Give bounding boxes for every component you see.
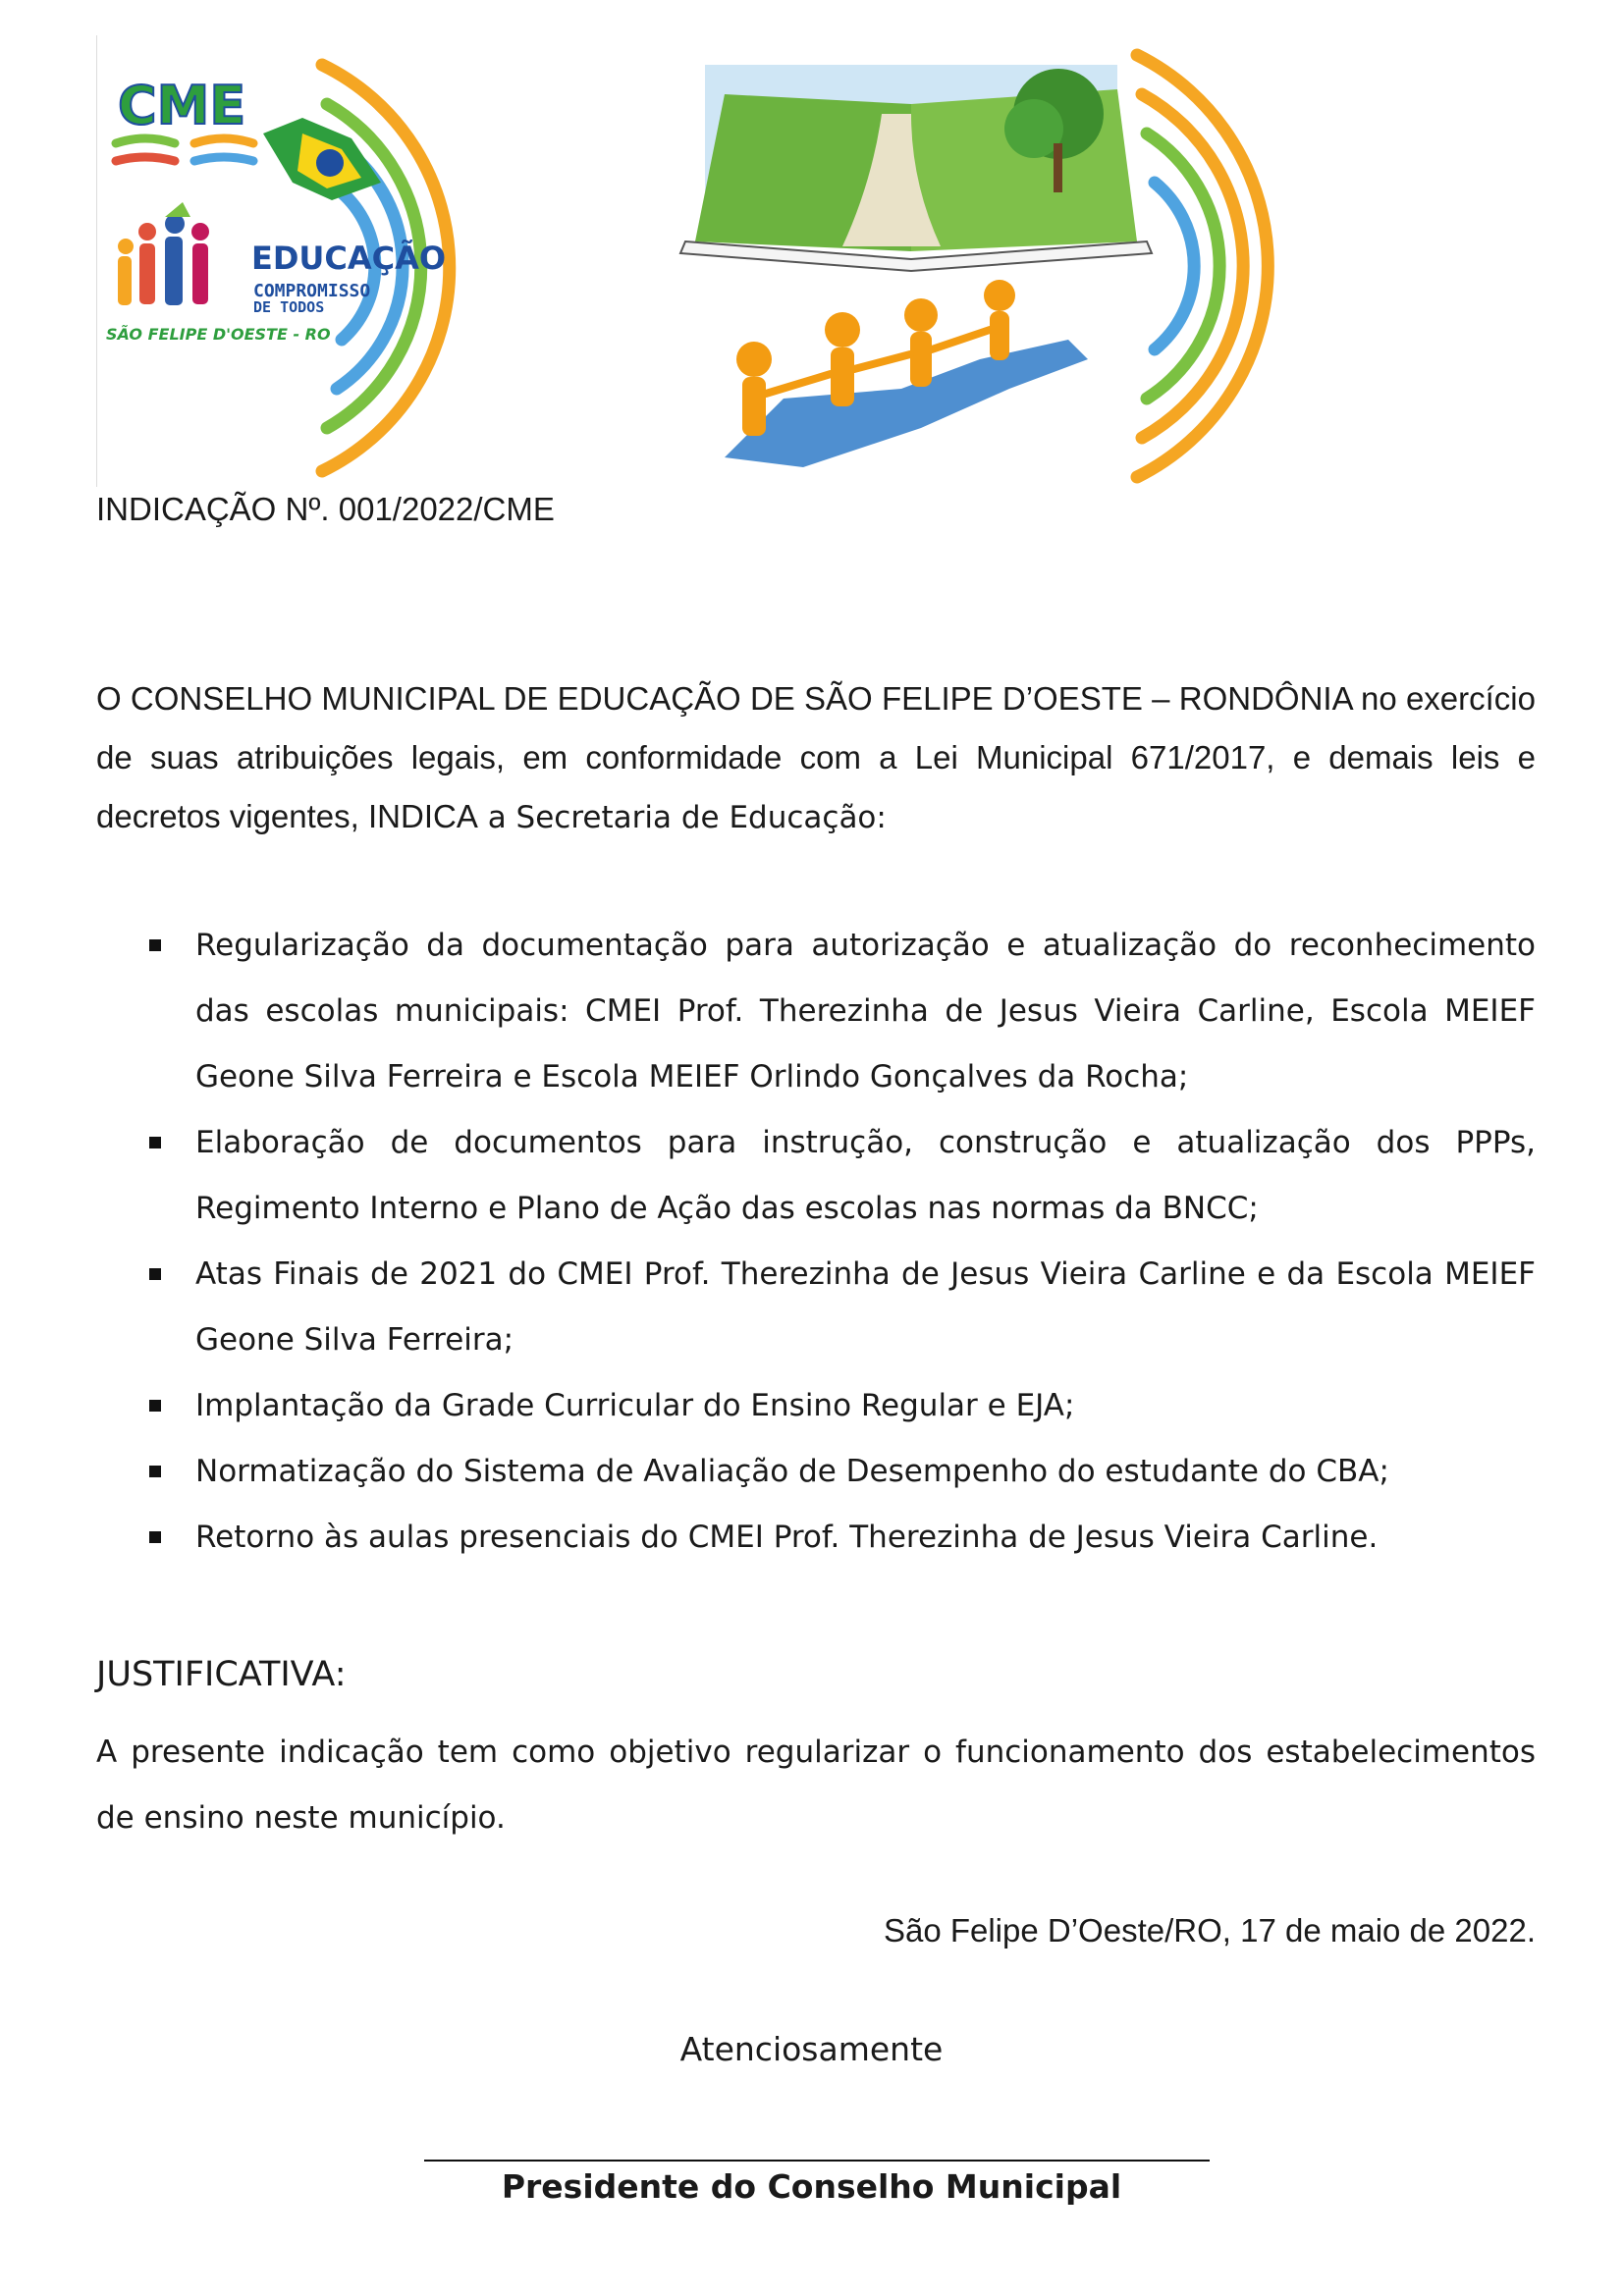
list-item [96,913,1536,1110]
list-item-text: Retorno às aulas presenciais do CMEI Prof. Therezinha de Jesus Vieira Carline. [195,1520,1379,1555]
logo-location: SÃO FELIPE D'OESTE - RO [106,325,331,344]
list-item [96,1505,1536,1571]
people-icon [118,202,209,305]
logo-subtitle-2: DE TODOS [253,298,325,316]
intro-main: O CONSELHO MUNICIPAL DE EDUCAÇÃO DE SÃO FELIPE D’OESTE – RONDÔNIA no exercício de suas atribuições legais, em conformidade com a Lei Municipal 671/2017, e demais leis e decretos vigentes, INDICA [96,680,1536,834]
list-item [96,1110,1536,1242]
list-item-text: Elaboração de documentos para instrução, construção e atualização dos PPPs, Regimento Interno e Plano de Ação das escolas nas normas da BNCC; [195,1125,1536,1226]
logo-subtitle-1: COMPROMISSO [253,281,371,301]
header-graphic [96,35,1490,487]
puzzle-people-image [725,280,1088,467]
closing: Atenciosamente [679,2030,944,2068]
header-banner [96,35,1490,487]
bullet-square-icon [149,1137,161,1148]
intro-tail: a Secretaria de Educação: [477,800,887,835]
document-number: INDICAÇÃO Nº. 001/2022/CME [96,491,555,527]
list-item-text: Regularização da documentação para autorização e atualização do reconhecimento das escolas municipais: CMEI Prof. Therezinha de Jesus Vieira Carline, Escola MEIEF Geone Silva Ferreira e Escola MEIEF Orlindo Gonçalves da Rocha; [195,928,1536,1095]
hands-icon [116,138,253,161]
bullet-square-icon [149,1466,161,1477]
list-item [96,1439,1536,1505]
open-book-landscape-image [680,65,1152,271]
indication-list [96,913,1536,1571]
bullet-square-icon [149,1268,161,1280]
right-arc-group [1137,55,1268,477]
signer-title: Presidente do Conselho Municipal [501,2167,1122,2206]
logo-acronym: CME [118,75,246,136]
list-item [96,1242,1536,1373]
bullet-square-icon [149,1400,161,1412]
signature-line [424,2160,1210,2162]
list-item-text: Atas Finais de 2021 do CMEI Prof. Therezinha de Jesus Vieira Carline e da Escola MEIEF Geone Silva Ferreira; [195,1256,1536,1358]
place-date: São Felipe D’Oeste/RO, 17 de maio de 2022. [883,1912,1536,1949]
list-item-text: Implantação da Grade Curricular do Ensino Regular e EJA; [195,1388,1075,1423]
justification-text: A presente indicação tem como objetivo regularizar o funcionamento dos estabelecimentos de ensino neste município. [96,1735,1536,1836]
list-item-text: Normatização do Sistema de Avaliação de Desempenho do estudante do CBA; [195,1454,1389,1489]
bullet-square-icon [149,1531,161,1543]
bullet-square-icon [149,939,161,951]
list-item [96,1373,1536,1439]
justification-title: JUSTIFICATIVA: [96,1655,347,1694]
intro-paragraph [96,669,1536,847]
logo-title: EDUCAÇÃO [251,240,447,277]
